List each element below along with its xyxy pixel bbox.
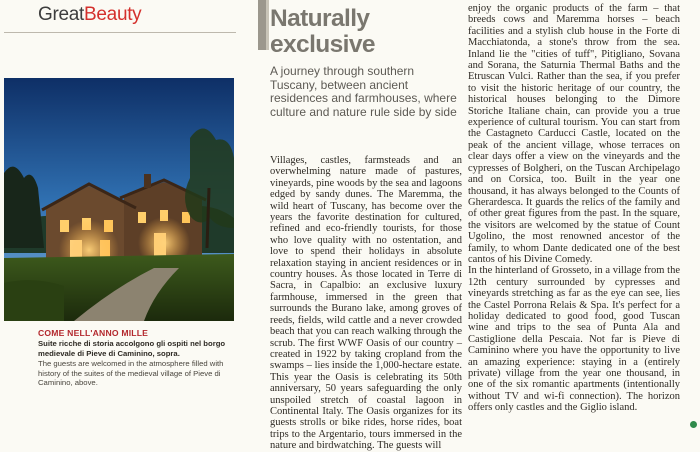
body-paragraph: Villages, castles, farmsteads and an overwhelming nature made of pastures, vineyards, pine woods by the sea and lagoons edged by sandy dunes. The Maremma, the wild heart of Tuscany, has become over the years the favorite destination for cultured, refined and eco-friendly tourists, for those who love quality with no ostentation, and love to spend their holidays in absolute relaxation staying in ancient residences or in country houses. As those located in Terre di Sacra, in Capalbio: an exclusive luxury farmhouse, immersed in the green that surrounds the Burano lake, among groves of reeds, fields, wild cattle and a never crowded beach that you can reach walking through the scrub. The first WWF Oasis of our country – created in 1922 by taking cropland from the swamps – lies inside the 1,000-hectare estate. This year the Oasis is celebrating its 50th anniversary, 50 years safeguarding the only unspoiled stretch of coastal lagoon in Continental Italy. The Oasis organizes for its guests strolls or bike rides, horse rides, boat trips to the Argentario, tours immersed in the nature and birdwatching. The guests will bbox=[270, 155, 462, 452]
headline-decor-bar-light bbox=[266, 0, 269, 50]
photo-caption bbox=[38, 328, 248, 388]
body-paragraph: In the hinterland of Grosseto, in a village from the 12th century surrounded by cypresses and vineyards stretching as far as the eye can see, lies the Castel Porrona Relais & Spa. It's perfect for a holiday dedicated to good food, good Tuscan wine and trips to the sea of Punta Ala and Castiglione della Pescaia. Not far is Pieve di Caminino where you have the opportunity to live an amazing experience: staying in a (entirely private) village from the year one thousand, in one of the six romantic apartments (intentionally without TV and wi-fi connection). The horizon offers only castles and the Giglio island. bbox=[468, 265, 680, 414]
caption-italian: Suite ricche di storia accolgono gli ospiti nel borgo medievale di Pieve di Caminino, sopra. bbox=[38, 339, 226, 358]
brand-word-1: Great bbox=[38, 4, 85, 25]
article-deck: A journey through southern Tuscany, between ancient residences and farmhouses, where culture and nature rule side by side bbox=[270, 64, 457, 119]
body-paragraph: enjoy the organic products of the farm – that breeds cows and Maremma horses – beach facilities and a stylish club house in the Forte di Macchiatonda, a stone's throw from the sea. Inland lie the "cities of tuff", Pitigliano, Sovana and Sorana, the Saturnia Thermal Baths and the Etruscan Vulci. Rather than the sea, if you prefer to visit the historic heritage of our country, the historical houses belonging to the Dimore Storiche Italiane chain, can provide you a true experience of cultural tourism. You can start from the Castagneto Carducci Castle, located on the peak of the ancient village, whose terraces on clear days offer a view on the vineyards and the cypresses of Bolgheri, on the Tuscan Archipelago and on Corsica, too. Built in the year one thousand, it has always belonged to the Counts of Gherardesca. It guards the relics of the family and of other great figures from the past. In the square, the visitors are welcomed by the statue of Count Ugolino, the most renowned ancestor of the family, to whom Dante dedicated one of the best cantos of his Divine Comedy. bbox=[468, 3, 680, 265]
caption-title: COME NELL'ANNO MILLE bbox=[38, 328, 149, 338]
headline-decor-bar bbox=[258, 0, 266, 50]
caption-english: The guests are welcomed in the atmosphere filled with history of the suites of the medieval village of Pieve di Caminino, above. bbox=[38, 359, 224, 388]
article-headline bbox=[270, 6, 460, 58]
farmhouse-photo bbox=[4, 78, 234, 321]
magazine-section-logo bbox=[38, 4, 141, 26]
header-divider bbox=[4, 32, 236, 33]
headline-line-1: Naturally bbox=[270, 5, 370, 32]
article-end-mark bbox=[690, 421, 697, 428]
headline-line-2: exclusive bbox=[270, 31, 375, 58]
brand-word-2: Beauty bbox=[84, 4, 142, 25]
body-column-left bbox=[270, 155, 462, 452]
body-column-right bbox=[468, 3, 680, 414]
